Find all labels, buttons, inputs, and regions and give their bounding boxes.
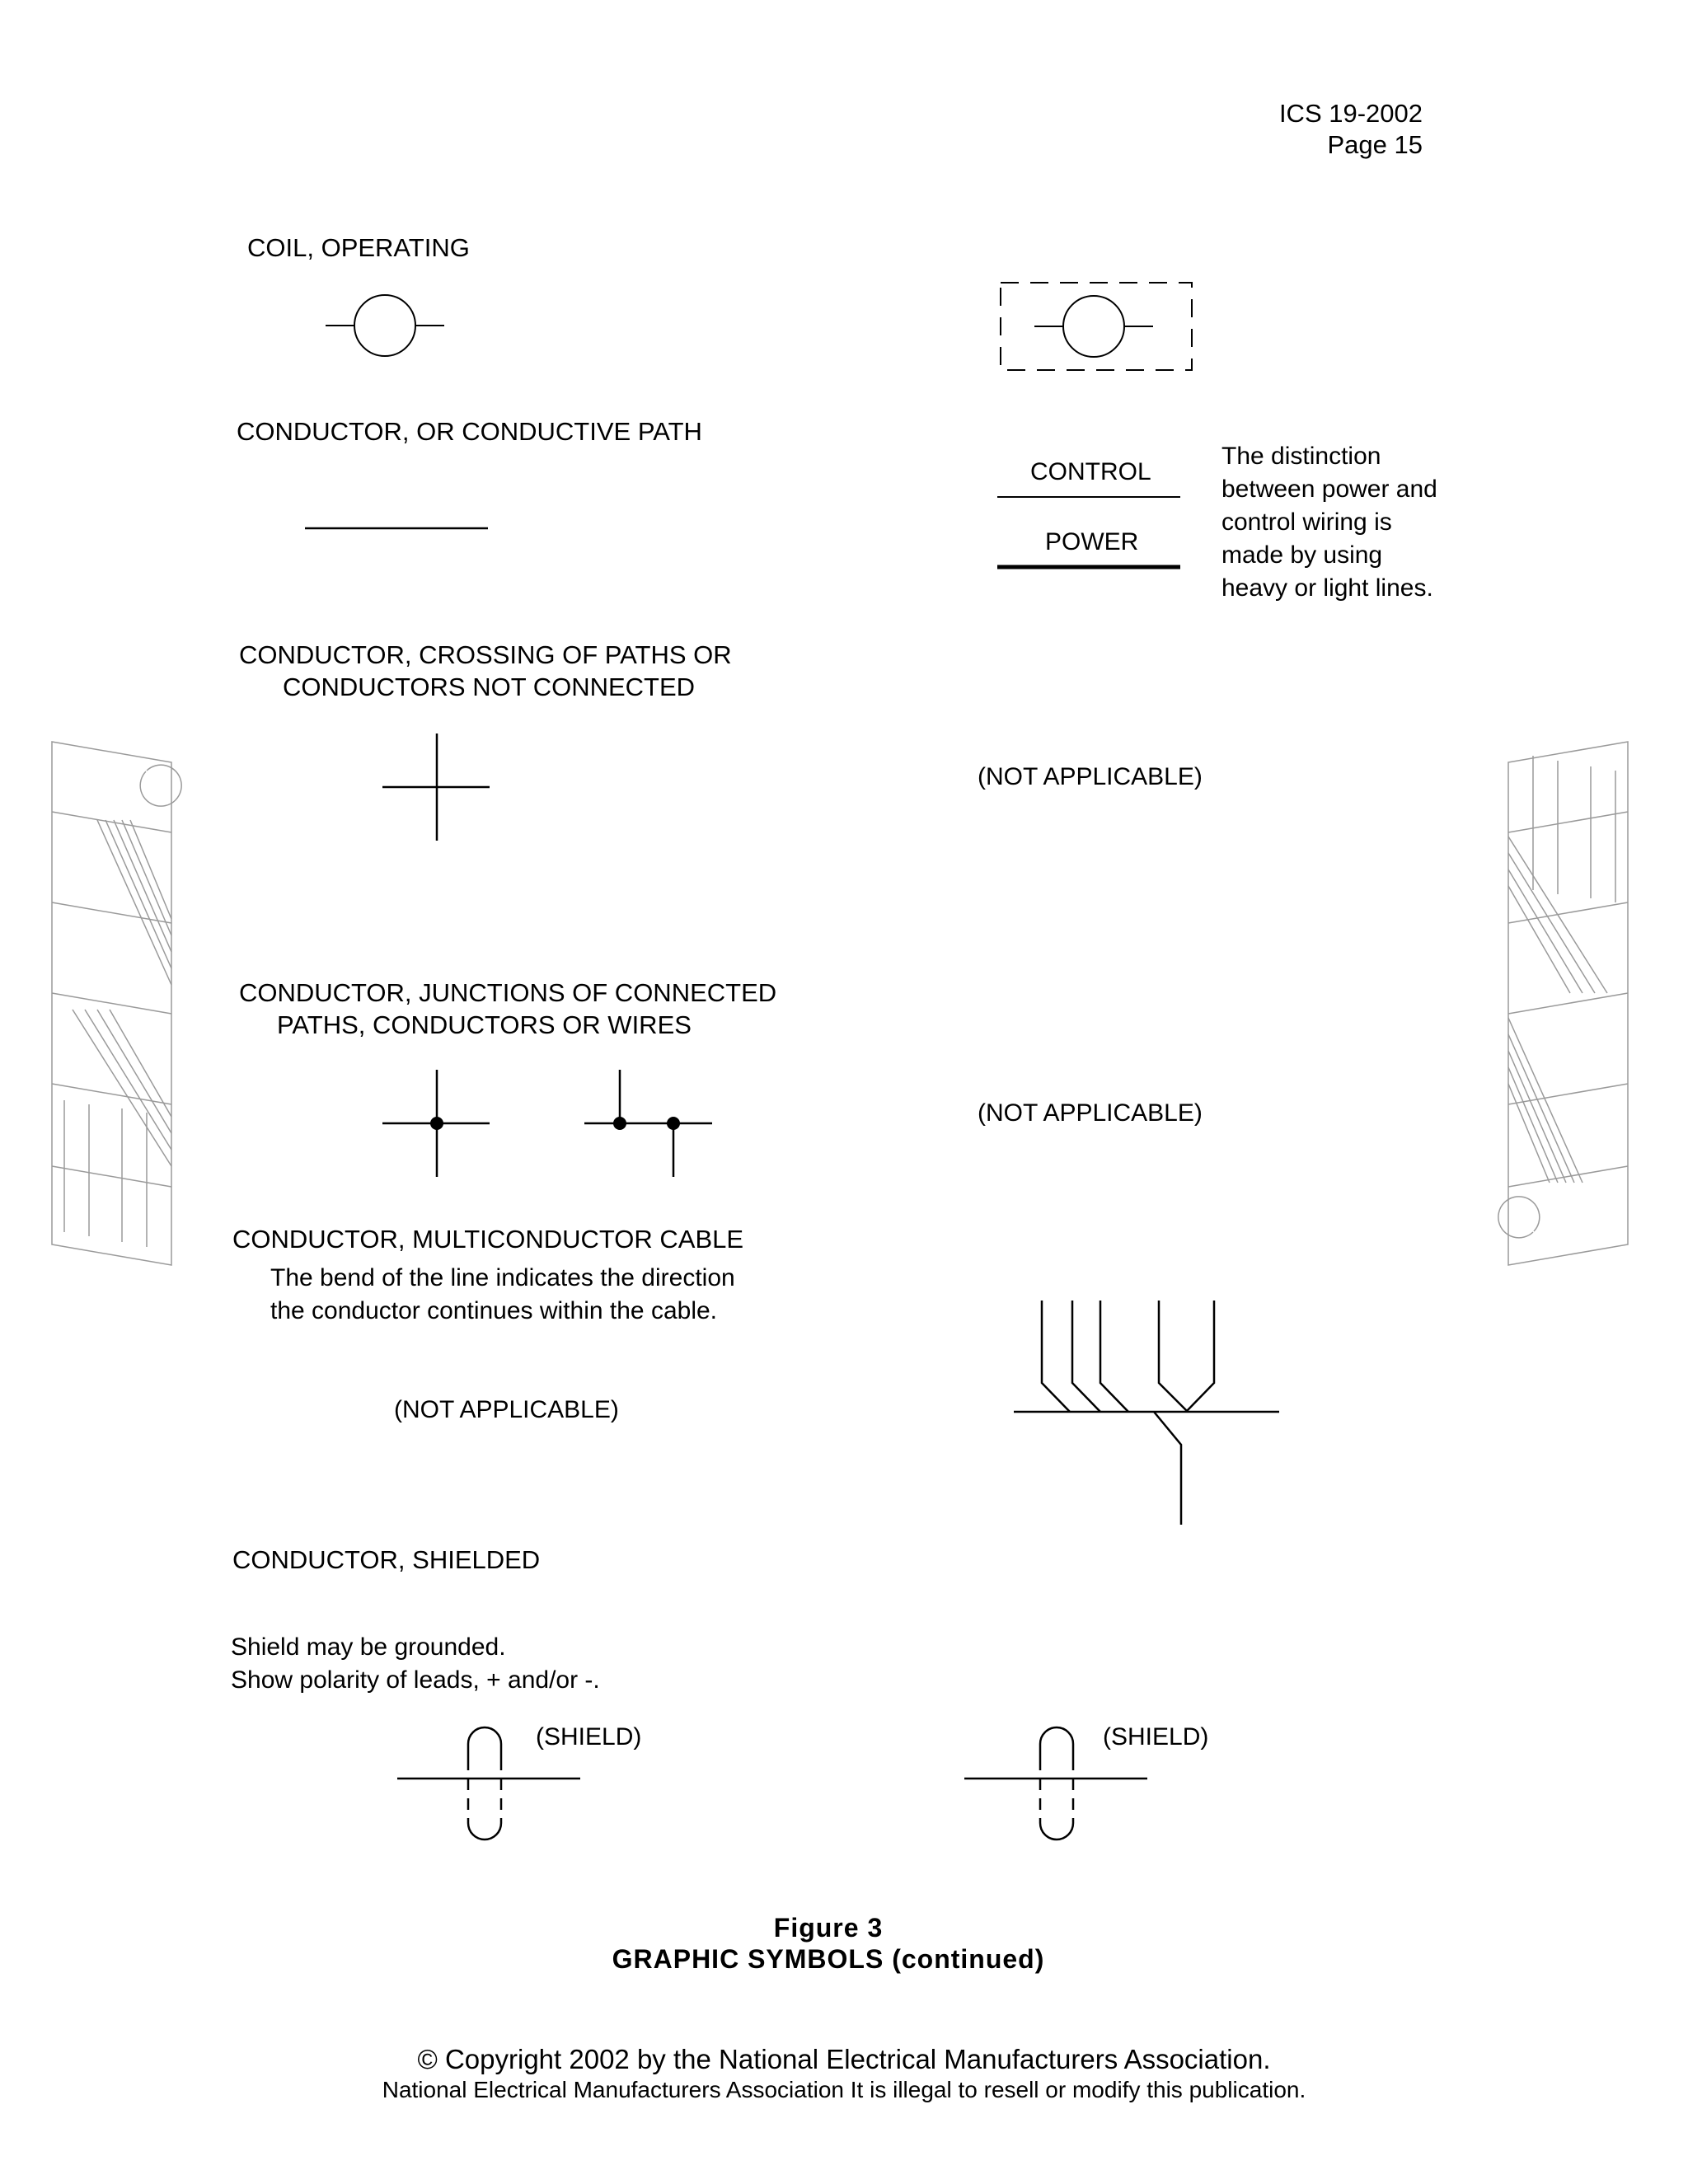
shielded-note-line: Show polarity of leads, + and/or -.	[231, 1666, 600, 1694]
conductor-line	[305, 526, 488, 531]
junctions-title-line-2: PATHS, CONDUCTORS OR WIRES	[277, 1010, 692, 1039]
multicable-title: CONDUCTOR, MULTICONDUCTOR CABLE	[232, 1225, 744, 1254]
junctions-title-line-1: CONDUCTOR, JUNCTIONS OF CONNECTED	[239, 978, 777, 1007]
junction-symbol-double	[584, 1070, 712, 1177]
power-label: POWER	[1045, 528, 1139, 555]
copyright-line: © Copyright 2002 by the National Electrical Manufacturers Association.	[417, 2044, 1271, 2074]
shield-label-left: (SHIELD)	[536, 1723, 642, 1750]
control-line	[997, 494, 1180, 499]
multicable-not-applicable: (NOT APPLICABLE)	[394, 1396, 619, 1423]
control-label: CONTROL	[1030, 458, 1151, 485]
coil-symbol	[326, 293, 445, 359]
crossing-title-line-1: CONDUCTOR, CROSSING OF PATHS OR	[239, 640, 732, 669]
coil-symbol-enclosed	[1000, 282, 1193, 373]
page-number: Page 15	[1327, 130, 1423, 159]
shielded-title: CONDUCTOR, SHIELDED	[232, 1545, 541, 1574]
shield-label-right: (SHIELD)	[1103, 1723, 1209, 1750]
multicable-note	[270, 1262, 735, 1328]
crossing-not-applicable: (NOT APPLICABLE)	[978, 763, 1203, 790]
wiring-note-line: The distinction	[1221, 443, 1381, 470]
shielded-note-line: Shield may be grounded.	[231, 1633, 506, 1661]
multicable-note-line: The bend of the line indicates the direction	[270, 1264, 735, 1291]
crossing-symbol	[382, 733, 490, 841]
figure-number: Figure 3	[773, 1913, 884, 1943]
conductor-title: CONDUCTOR, OR CONDUCTIVE PATH	[237, 417, 702, 446]
wiring-note-line: heavy or light lines.	[1221, 574, 1433, 602]
wiring-note-line: between power and	[1221, 476, 1437, 503]
wiring-note	[1221, 440, 1437, 605]
shielded-note	[231, 1631, 600, 1697]
multicable-note-line: the conductor continues within the cable.	[270, 1297, 718, 1324]
resale-notice: National Electrical Manufacturers Association It is illegal to resell or modify this publication.	[382, 2077, 1306, 2102]
wiring-note-line: control wiring is	[1221, 509, 1392, 536]
junction-symbol-single	[382, 1070, 490, 1177]
crossing-title-line-2: CONDUCTORS NOT CONNECTED	[283, 673, 696, 701]
document-id: ICS 19-2002	[1278, 99, 1423, 128]
junctions-not-applicable: (NOT APPLICABLE)	[978, 1099, 1203, 1127]
multiconductor-cable-symbol	[1014, 1301, 1279, 1525]
wiring-note-line: made by using	[1221, 541, 1383, 569]
nema-logo-watermark-left	[48, 738, 176, 1265]
figure-title: GRAPHIC SYMBOLS (continued)	[612, 1944, 1045, 1974]
nema-logo-watermark-right	[1504, 738, 1632, 1265]
power-line	[997, 564, 1180, 570]
coil-title: COIL, OPERATING	[247, 233, 470, 262]
